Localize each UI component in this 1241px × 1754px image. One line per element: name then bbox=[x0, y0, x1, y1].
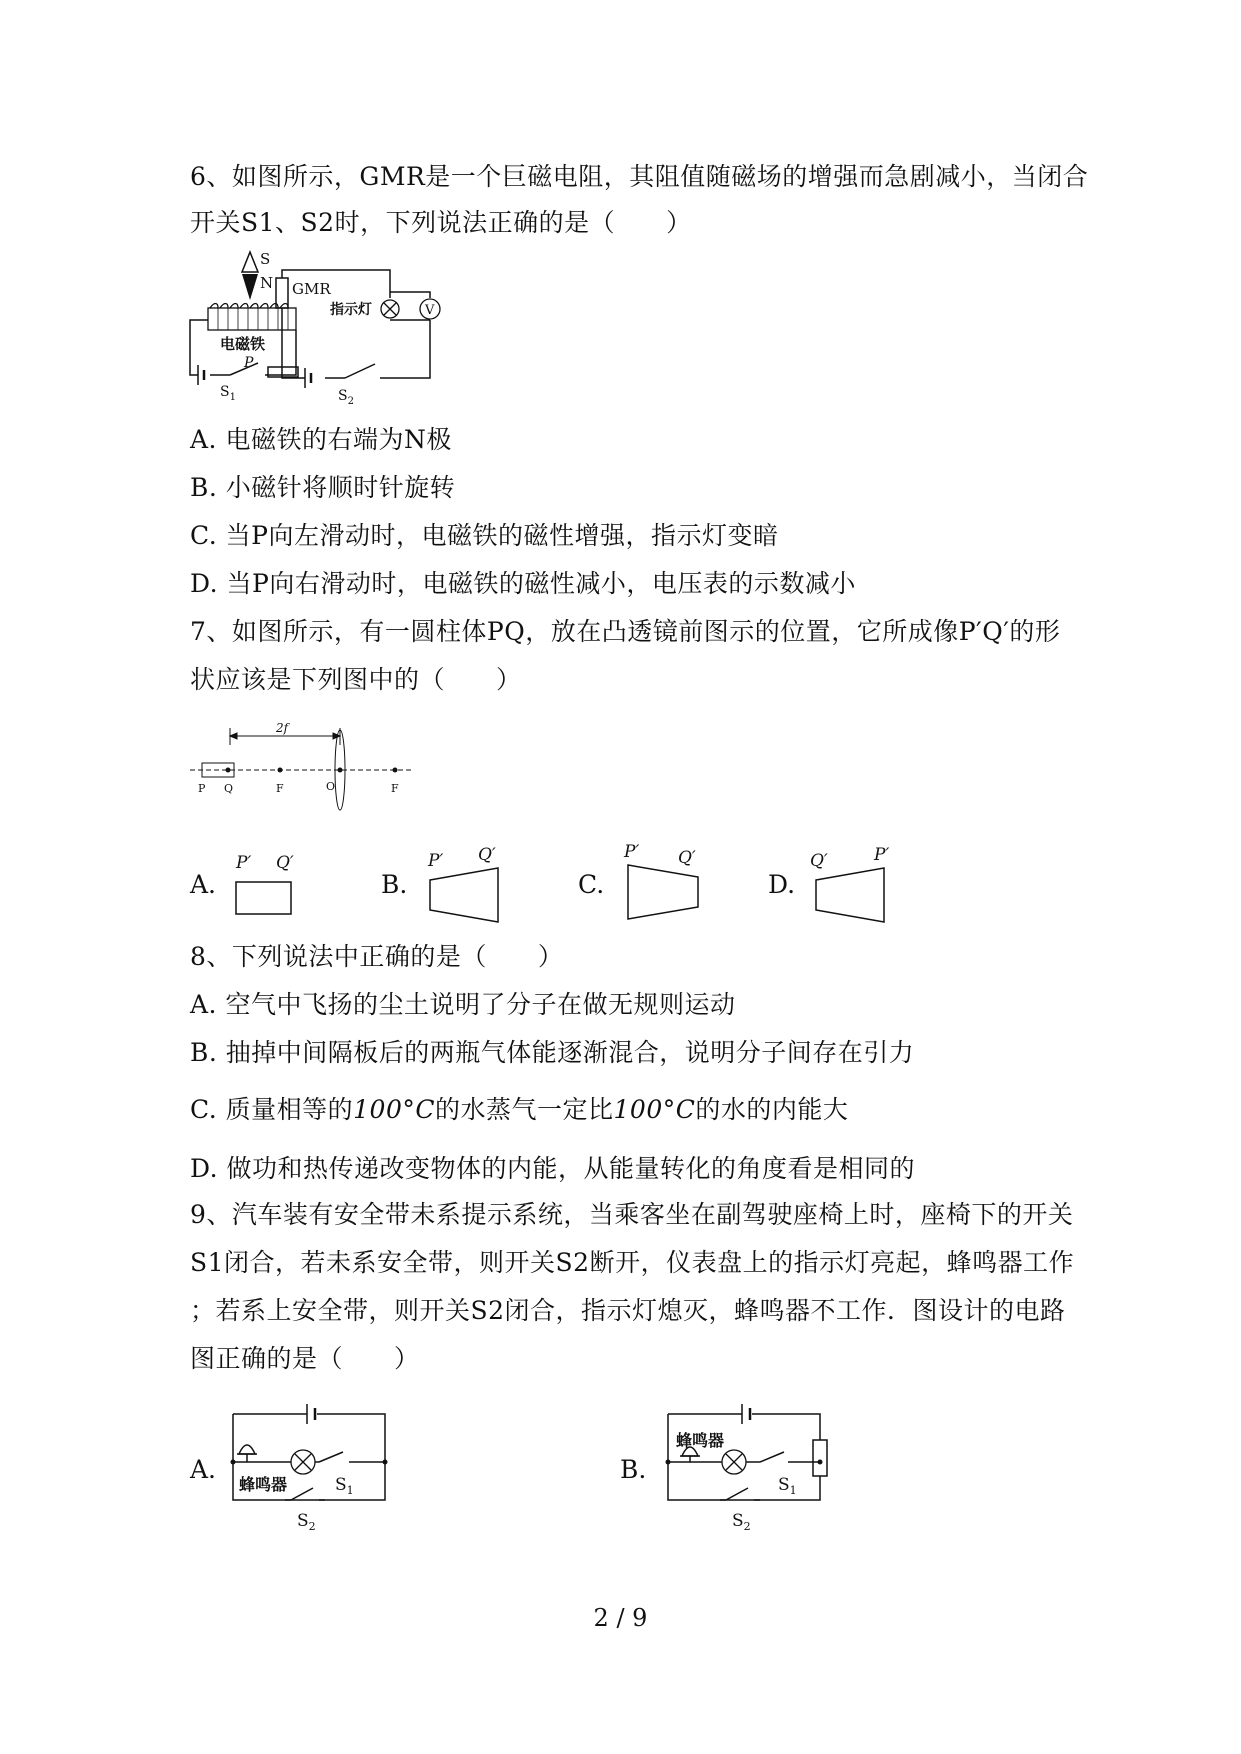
electromagnet-label: 电磁铁 bbox=[220, 335, 266, 353]
q6-option-a: A. 电磁铁的右端为N极 bbox=[190, 425, 452, 454]
q7d-left-tag: Q′ bbox=[810, 851, 828, 871]
lamp-label: 指示灯 bbox=[330, 302, 372, 318]
q6-option-c: C. 当P向左滑动时，电磁铁的磁性增强，指示灯变暗 bbox=[190, 521, 779, 550]
compass-needle-n bbox=[242, 274, 258, 300]
q9-option-b-circuit bbox=[660, 1400, 840, 1540]
compass-n-label: N bbox=[260, 274, 274, 292]
q8-stem: 8、下列说法中正确的是（ ） bbox=[190, 942, 564, 971]
q6-stem-line2: 开关S1、S2时，下列说法正确的是（ ） bbox=[190, 208, 692, 237]
q7d-right-tag: P′ bbox=[874, 846, 890, 865]
q9-option-a-circuit bbox=[225, 1400, 395, 1540]
q7c-right-tag: Q′ bbox=[678, 848, 696, 868]
q7-stem-line1: 7、如图所示，有一圆柱体PQ，放在凸透镜前图示的位置，它所成像P′Q′的形 bbox=[190, 617, 1061, 646]
q7a-right-tag: Q′ bbox=[276, 853, 294, 873]
q7b-left-tag: P′ bbox=[428, 851, 444, 871]
q6-option-d: D. 当P向右滑动时，电磁铁的磁性减小，电压表的示数减小 bbox=[190, 569, 856, 598]
q9a-s1-label: $S_1$ bbox=[335, 1475, 354, 1497]
focus-left-label: F bbox=[276, 782, 284, 795]
s2-label: $S_2$ bbox=[338, 388, 354, 407]
point-q-label: Q bbox=[224, 782, 234, 795]
q7-lens-figure bbox=[190, 720, 420, 820]
q7-option-b-label: B. bbox=[381, 870, 408, 899]
q9-stem-line2: S1闭合，若未系安全带，则开关S2断开，仪表盘上的指示灯亮起，蜂鸣器工作 bbox=[190, 1248, 1075, 1277]
q9b-wires bbox=[668, 1404, 827, 1500]
point-p-label: P bbox=[198, 782, 206, 795]
q7c-image-trapezoid bbox=[628, 865, 698, 919]
q7b-right-tag: Q′ bbox=[478, 846, 496, 865]
q8-option-c-temp2: 100°C bbox=[613, 1095, 696, 1124]
q9b-lamp bbox=[722, 1450, 746, 1474]
svg-text:V: V bbox=[425, 303, 435, 318]
q7-option-c-label: C. bbox=[578, 870, 605, 899]
compass-needle-s bbox=[242, 252, 258, 272]
q9-stem-line1: 9、汽车装有安全带未系提示系统，当乘客坐在副驾驶座椅上时，座椅下的开关 bbox=[190, 1200, 1074, 1229]
q7-option-b-figure bbox=[418, 846, 508, 926]
q7-option-d-label: D. bbox=[768, 870, 796, 899]
s1-label: $S_1$ bbox=[220, 384, 236, 403]
q7-option-a-figure bbox=[226, 852, 306, 922]
q6-stem-line1: 6、如图所示，GMR是一个巨磁电阻，其阻值随磁场的增强而急剧减小，当闭合 bbox=[190, 162, 1089, 191]
q7-option-c-figure bbox=[618, 843, 708, 923]
q9a-lamp bbox=[291, 1450, 315, 1474]
q9b-resistor bbox=[813, 1440, 827, 1476]
q8-option-c-temp1: 100°C bbox=[353, 1095, 435, 1124]
q8-option-d: D. 做功和热传递改变物体的内能，从能量转化的角度看是相同的 bbox=[190, 1154, 916, 1183]
q9a-buzzer-label: 蜂鸣器 bbox=[239, 1475, 288, 1494]
slider-p-label: P bbox=[244, 355, 254, 371]
q6-option-b: B. 小磁针将顺时针旋转 bbox=[190, 473, 456, 502]
q9-option-b-label: B. bbox=[620, 1455, 647, 1484]
q7c-left-tag: P′ bbox=[624, 843, 640, 862]
q7-option-d-figure bbox=[806, 846, 896, 926]
q8-option-c: C. 质量相等的100°C的水蒸气一定比100°C的水的内能大 bbox=[190, 1095, 849, 1124]
q9-stem-line3: ；若系上安全带，则开关S2闭合，指示灯熄灭，蜂鸣器不工作．图设计的电路 bbox=[190, 1296, 1066, 1325]
q6-circuit-figure bbox=[180, 250, 500, 410]
q7a-image-rect bbox=[236, 882, 291, 914]
q7-option-a-label: A. bbox=[190, 870, 217, 899]
q9b-buzzer-label: 蜂鸣器 bbox=[676, 1431, 725, 1450]
q9-stem-line4: 图正确的是（ ） bbox=[190, 1344, 420, 1373]
q8-option-b: B. 抽掉中间隔板后的两瓶气体能逐渐混合，说明分子间存在引力 bbox=[190, 1038, 915, 1067]
q7b-image-trapezoid bbox=[430, 868, 498, 922]
q9-option-a-label: A. bbox=[190, 1455, 217, 1484]
voltmeter-symbol bbox=[420, 299, 440, 319]
q9b-s1-label: $S_1$ bbox=[778, 1475, 797, 1497]
q7a-left-tag: P′ bbox=[236, 853, 252, 873]
q7d-image-trapezoid bbox=[816, 868, 884, 922]
page-number: 2 / 9 bbox=[593, 1604, 648, 1632]
focus-right-label: F bbox=[391, 782, 399, 795]
gmr-label: GMR bbox=[292, 280, 331, 298]
twof-label: 2f bbox=[276, 721, 289, 735]
lamp-symbol bbox=[381, 300, 399, 318]
q8-option-a: A. 空气中飞扬的尘土说明了分子在做无规则运动 bbox=[190, 990, 736, 1019]
q7-stem-line2: 状应该是下列图中的（ ） bbox=[190, 665, 522, 694]
q9a-s2-label: $S_2$ bbox=[297, 1511, 316, 1533]
compass-s-label: S bbox=[260, 250, 271, 268]
optical-center-label: O bbox=[326, 780, 336, 793]
q9b-s2-label: $S_2$ bbox=[732, 1511, 751, 1533]
